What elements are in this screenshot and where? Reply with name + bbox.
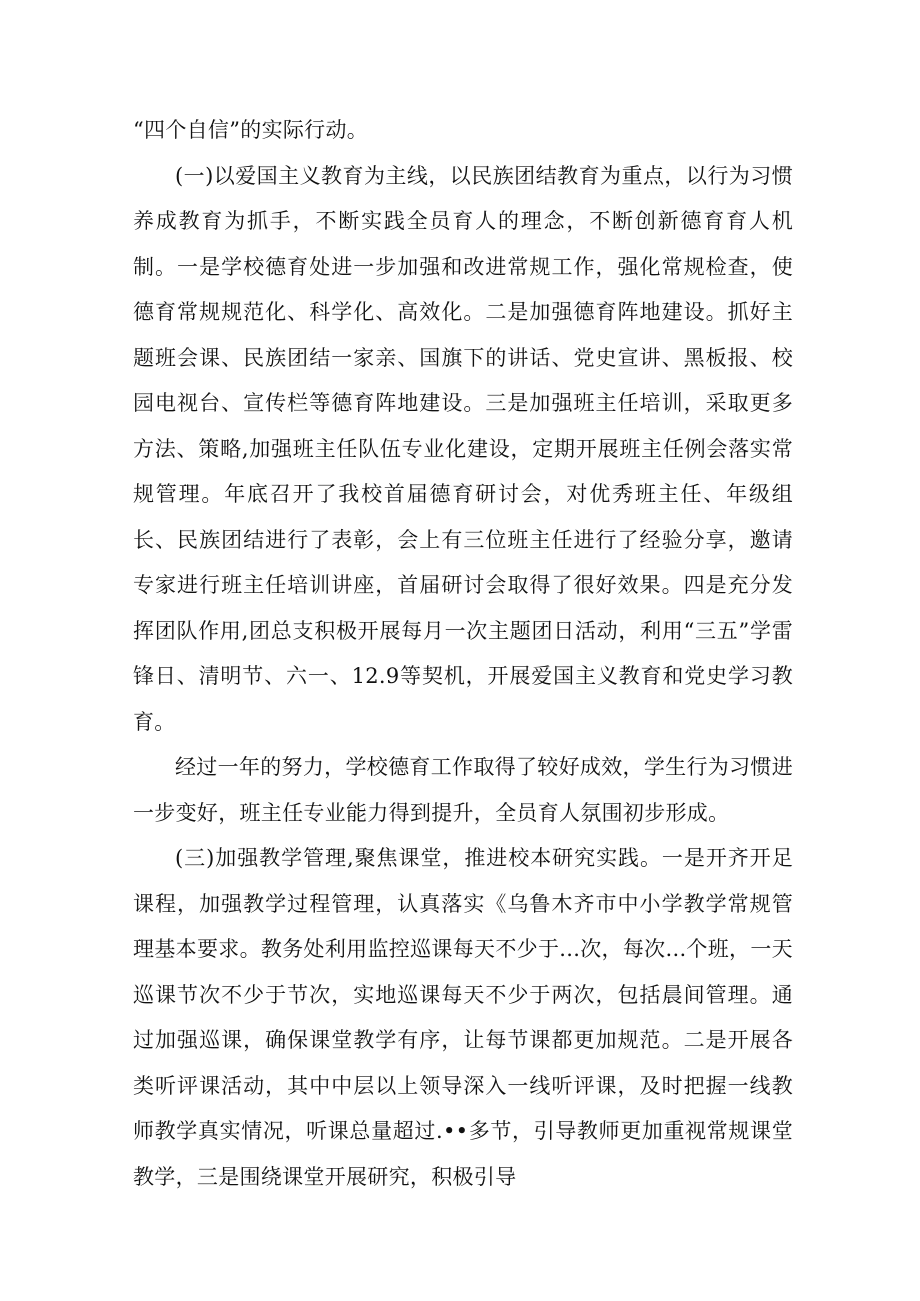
paragraph-summary: 经过一年的努力，学校德育工作取得了较好成效，学生行为习惯进一步变好，班主任专业能力得到提升，全员育人氛围初步形成。 [133,755,793,825]
paragraph-moral-education: (一)以爱国主义教育为主线，以民族团结教育为重点，以行为习惯养成教育为抓手，不断实践全员育人的理念，不断创新德育育人机制。一是学校德育处进一步加强和改进常规工作，强化常规检查，使德育常规规范化、科学化、高效化。二是加强德育阵地建设。抓好主题班会课、民族团结一家亲、国旗下的讲话、党史宣讲、黑板报、校园电视台、宣传栏等德育阵地建设。三是加强班主任培训，采取更多方法、策略,加强班主任队伍专业化建设，定期开展班主任例会落实常规管理。年底召开了我校首届德育研讨会，对优秀班主任、年级组长、民族团结进行了表彰，会上有三位班主任进行了经验分享，邀请专家进行班主任培训讲座，首届研讨会取得了很好效果。四是充分发挥团队作用,团总支积极开展每月一次主题团日活动，利用“三五”学雷锋日、清明节、六一、12.9等契机，开展爱国主义教育和党史学习教育。 [133,163,793,734]
paragraph-teaching-management: (三)加强教学管理,聚焦课堂，推进校本研究实践。一是开齐开足课程，加强教学过程管理，认真落实《乌鲁木齐市中小学教学常规管理基本要求。教务处利用监控巡课每天不少于...次，每次...个班，一天巡课节次不少于节次，实地巡课每天不少于两次，包括晨间管理。通过加强巡课，确保课堂教学有序，让每节课都更加规范。二是开展各类听评课活动，其中中层以上领导深入一线听评课，及时把握一线教师教学真实情况，听课总量超过.••多节，引导教师更加重视常规课堂教学，三是围绕课堂开展研究，积极引导 [133,846,793,1189]
paragraph-continuation: “四个自信”的实际行动。 [133,118,369,142]
document-body [133,108,793,1200]
